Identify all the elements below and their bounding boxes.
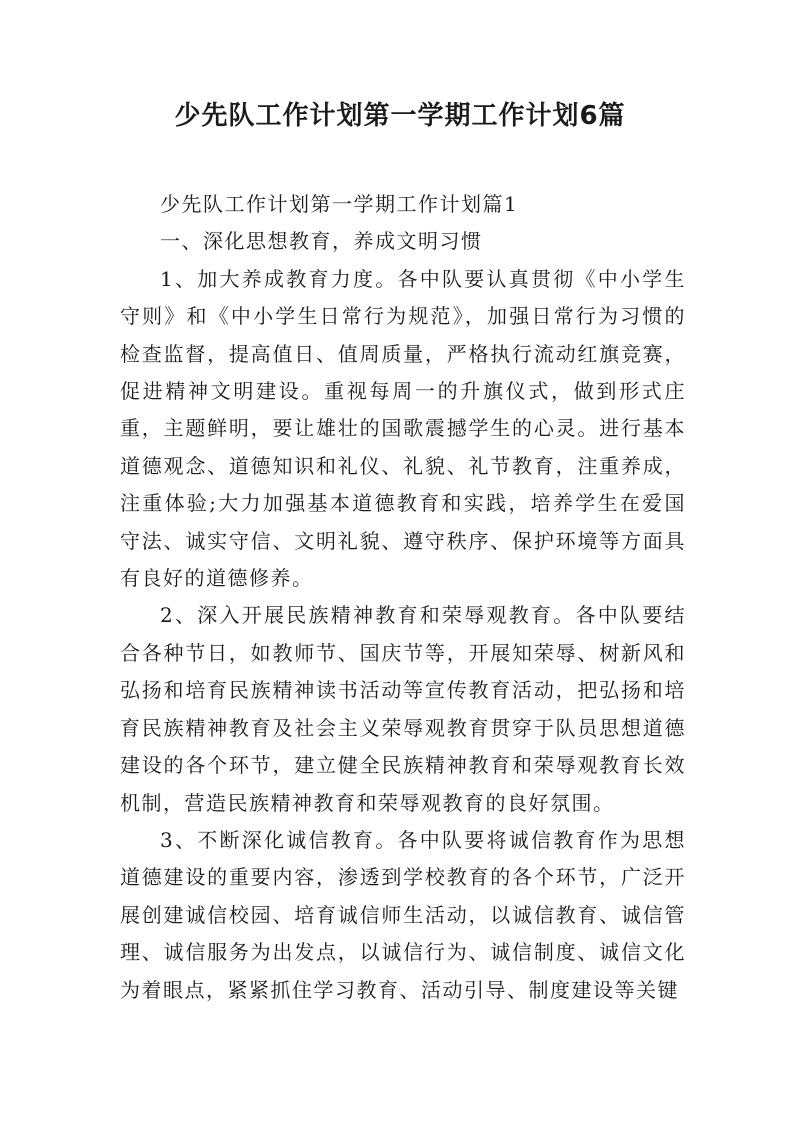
paragraph-2: 2、深入开展民族精神教育和荣辱观教育。各中队要结合各种节日，如教师节、国庆节等，开展知荣辱、树新风和弘扬和培育民族精神读书活动等宣传教育活动，把弘扬和培育民族精神教育及社会主义荣辱观教育贯穿于队员思想道德建设的各个环节，建立健全民族精神教育和荣辱观教育长效机制，营造民族精神教育和荣辱观教育的良好氛围。: [120, 603, 686, 815]
document-title: 少先队工作计划第一学期工作计划6篇: [174, 101, 626, 131]
paragraph-3: 3、不断深化诚信教育。各中队要将诚信教育作为思想道德建设的重要内容，渗透到学校教育的各个环节，广泛开展创建诚信校园、培育诚信师生活动，以诚信教育、诚信管理、诚信服务为出发点，以诚信行为、诚信制度、诚信文化为着眼点，紧紧抓住学习教育、活动引导、制度建设等关键: [120, 827, 686, 1002]
document-body: [120, 186, 686, 1009]
section-heading: 一、深化思想教育，养成文明习惯: [160, 229, 483, 254]
paragraph-1: 1、加大养成教育力度。各中队要认真贯彻《中小学生守则》和《中小学生日常行为规范》，加强日常行为习惯的检查监督，提高值日、值周质量，严格执行流动红旗竞赛，促进精神文明建设。重视每周一的升旗仪式，做到形式庄重，主题鲜明，要让雄壮的国歌震撼学生的心灵。进行基本道德观念、道德知识和礼仪、礼貌、礼节教育，注重养成，注重体验;大力加强基本道德教育和实践，培养学生在爱国守法、诚实守信、文明礼貌、遵守秩序、保护环境等方面具有良好的道德修养。: [120, 266, 686, 591]
document-subtitle: 少先队工作计划第一学期工作计划篇1: [160, 192, 519, 216]
